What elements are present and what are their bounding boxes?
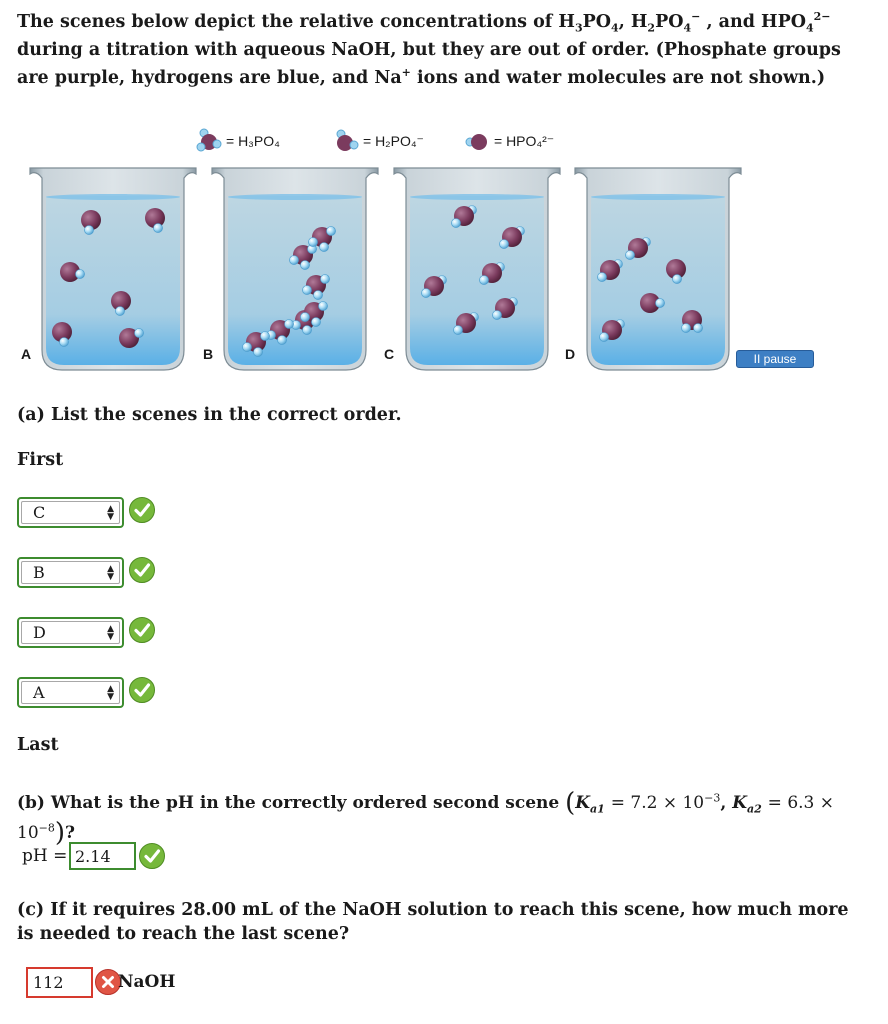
- molecule-h2po4: [682, 310, 703, 333]
- order-select-1-value: C: [33, 503, 46, 522]
- scene-label-b: B: [203, 346, 214, 362]
- correct-check-icon: [128, 676, 156, 704]
- select-arrows-icon: ▲ ▼: [107, 504, 114, 522]
- beaker-d: [575, 168, 741, 370]
- beaker-a: [30, 168, 196, 370]
- order-select-1[interactable]: [17, 497, 124, 528]
- part-a-question: (a) List the scenes in the correct order.: [17, 405, 402, 425]
- last-label: Last: [17, 735, 59, 755]
- pause-button[interactable]: II pause: [736, 350, 814, 368]
- unit-label: NaOH: [118, 972, 176, 992]
- legend-h2po4: [333, 126, 424, 156]
- scene-label-c: C: [384, 346, 395, 362]
- legend-h3po4: [196, 126, 280, 156]
- hpo4-molecule-icon: [464, 128, 490, 154]
- h3po4-molecule-icon: [196, 128, 222, 154]
- select-arrows-icon: ▲ ▼: [107, 624, 114, 642]
- part-c-question: (c) If it requires 28.00 mL of the NaOH solution to reach this scene, how much more is needed to reach the last scene?: [17, 900, 849, 944]
- naoh-volume-input[interactable]: 112: [26, 967, 93, 998]
- titration-scenes: [0, 160, 888, 380]
- legend-hpo4: [464, 126, 554, 156]
- select-arrows-icon: ▲ ▼: [107, 564, 114, 582]
- scene-label-a: A: [21, 346, 32, 362]
- ph-label: pH =: [22, 846, 68, 866]
- beaker-group: [30, 168, 741, 370]
- select-arrows-icon: ▲ ▼: [107, 684, 114, 702]
- correct-check-icon: [138, 842, 166, 870]
- order-select-4-value: A: [33, 683, 45, 702]
- question-intro: The scenes below depict the relative concentrations of $H_3PO_4$, $H_2PO_4^-$ , and $HPO_4^{2-}$ during a titration with aqueous NaOH, but they are out of order. (Phosphate groups are purple, hydrogens are blue, and Na+ ions and water molecules are not shown.): [17, 10, 841, 88]
- correct-check-icon: [128, 556, 156, 584]
- order-select-3-value: D: [33, 623, 46, 642]
- beaker-c: [394, 168, 560, 370]
- order-select-3[interactable]: [17, 617, 124, 648]
- beaker-b: [212, 168, 378, 370]
- order-select-2[interactable]: [17, 557, 124, 588]
- correct-check-icon: [128, 616, 156, 644]
- h2po4-molecule-icon: [333, 128, 359, 154]
- part-b-question: (b) What is the pH in the correctly ordered second scene ($K_{a1} = 7.2 \times 10^{-3}$, $K_{a2} = 6.3 \times 10^{-8}$)?: [17, 788, 835, 848]
- correct-check-icon: [128, 496, 156, 524]
- first-label: First: [17, 450, 64, 470]
- legend-hpo4-label: = HPO₄²⁻: [494, 132, 555, 149]
- order-select-2-value: B: [33, 563, 45, 582]
- order-select-4[interactable]: [17, 677, 124, 708]
- scene-label-d: D: [565, 346, 576, 362]
- legend-h3po4-label: = H₃PO₄: [226, 133, 280, 149]
- molecule-legend: [0, 126, 888, 156]
- ph-input[interactable]: 2.14: [69, 842, 136, 870]
- legend-h2po4-label: = H₂PO₄⁻: [363, 132, 424, 149]
